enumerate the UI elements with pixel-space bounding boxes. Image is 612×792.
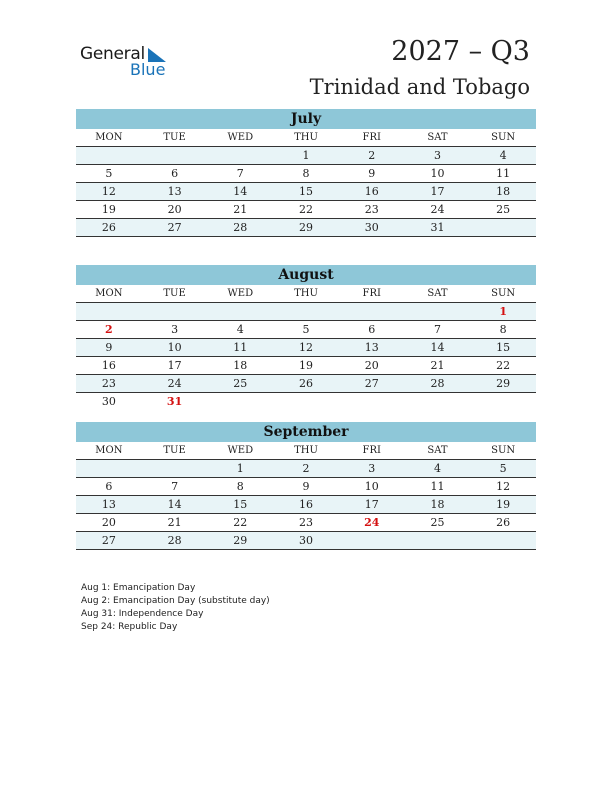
week-row	[76, 375, 536, 393]
day-cell: 28	[233, 221, 248, 234]
day-cell: 28	[430, 377, 445, 390]
day-cell: 2	[302, 462, 310, 475]
day-cell: 6	[105, 480, 113, 493]
logo-text-general: General	[80, 44, 145, 64]
day-cell: 14	[430, 341, 445, 354]
month-header: July	[76, 109, 536, 129]
week-row	[76, 496, 536, 514]
week-row	[76, 147, 536, 165]
country-name: Trinidad and Tobago	[309, 75, 530, 99]
day-cell: 14	[233, 185, 248, 198]
day-cell: 2	[105, 323, 113, 336]
day-cell: 16	[299, 498, 314, 511]
day-cell: 5	[105, 167, 113, 180]
day-cell: 9	[105, 341, 113, 354]
weekday-label: FRI	[362, 288, 381, 299]
weekday-label: SAT	[427, 132, 448, 143]
weekday-label: WED	[227, 445, 254, 456]
day-cell: 31	[430, 221, 445, 234]
day-cell: 28	[167, 534, 182, 547]
weekday-label: TUE	[163, 288, 186, 299]
month-header: August	[76, 265, 536, 285]
day-cell: 13	[101, 498, 116, 511]
day-cell: 18	[496, 185, 511, 198]
weekday-label: THU	[294, 288, 318, 299]
week-row	[76, 183, 536, 201]
day-cell	[273, 393, 339, 410]
day-cell: 10	[364, 480, 379, 493]
day-cell: 10	[167, 341, 182, 354]
week-row	[76, 339, 536, 357]
day-cell	[207, 147, 273, 164]
day-cell: 29	[233, 534, 248, 547]
day-cell: 3	[368, 462, 376, 475]
day-cell: 16	[101, 359, 116, 372]
day-cell: 16	[364, 185, 379, 198]
day-cell: 17	[167, 359, 182, 372]
weekday-label: THU	[294, 445, 318, 456]
holiday-note: Sep 24: Republic Day	[81, 622, 178, 632]
day-cell: 20	[101, 516, 116, 529]
day-cell: 6	[368, 323, 376, 336]
day-cell: 12	[101, 185, 116, 198]
day-cell	[339, 532, 405, 549]
day-cell: 17	[430, 185, 445, 198]
day-cell: 2	[368, 149, 376, 162]
day-cell	[339, 393, 405, 410]
day-cell: 15	[496, 341, 511, 354]
day-cell: 8	[499, 323, 507, 336]
day-cell: 25	[496, 203, 511, 216]
weekday-label: SAT	[427, 288, 448, 299]
month-august	[76, 265, 536, 410]
day-cell: 1	[302, 149, 310, 162]
week-row	[76, 357, 536, 375]
day-cell: 20	[364, 359, 379, 372]
day-cell	[405, 393, 471, 410]
day-cell: 7	[236, 167, 244, 180]
month-september	[76, 422, 536, 550]
weekday-label: SUN	[491, 445, 516, 456]
day-cell: 25	[430, 516, 445, 529]
weekday-label: FRI	[362, 132, 381, 143]
day-cell: 4	[499, 149, 507, 162]
day-cell: 25	[233, 377, 248, 390]
month-header: September	[76, 422, 536, 442]
day-cell	[470, 393, 536, 410]
weekday-label: FRI	[362, 445, 381, 456]
day-cell	[76, 303, 142, 320]
day-cell: 29	[299, 221, 314, 234]
day-cell: 11	[496, 167, 511, 180]
weekday-header-row	[76, 286, 536, 303]
day-cell: 1	[499, 305, 507, 318]
day-cell: 30	[299, 534, 314, 547]
holiday-note: Aug 1: Emancipation Day	[81, 583, 196, 593]
day-cell: 29	[496, 377, 511, 390]
week-row	[76, 219, 536, 237]
day-cell: 19	[299, 359, 314, 372]
week-row	[76, 303, 536, 321]
day-cell: 10	[430, 167, 445, 180]
day-cell: 21	[233, 203, 248, 216]
day-cell	[142, 460, 208, 477]
day-cell: 1	[236, 462, 244, 475]
day-cell: 30	[101, 395, 116, 408]
day-cell: 15	[233, 498, 248, 511]
weekday-label: MON	[95, 288, 123, 299]
day-cell	[470, 219, 536, 236]
day-cell: 19	[101, 203, 116, 216]
day-cell: 13	[167, 185, 182, 198]
day-cell	[142, 147, 208, 164]
weekday-label: MON	[95, 445, 123, 456]
week-row	[76, 478, 536, 496]
weekday-label: THU	[294, 132, 318, 143]
day-cell	[207, 393, 273, 410]
day-cell	[405, 532, 471, 549]
day-cell: 15	[299, 185, 314, 198]
week-row	[76, 165, 536, 183]
day-cell: 26	[299, 377, 314, 390]
page-title: 2027 – Q3	[391, 36, 530, 67]
day-cell	[339, 303, 405, 320]
weekday-header-row	[76, 130, 536, 147]
weekday-label: SUN	[491, 288, 516, 299]
holiday-note: Aug 2: Emancipation Day (substitute day)	[81, 596, 270, 606]
day-cell: 19	[496, 498, 511, 511]
week-row	[76, 460, 536, 478]
month-july	[76, 109, 536, 237]
day-cell: 24	[167, 377, 182, 390]
day-cell: 3	[433, 149, 441, 162]
day-cell: 4	[433, 462, 441, 475]
day-cell: 7	[171, 480, 179, 493]
day-cell: 23	[364, 203, 379, 216]
day-cell	[76, 147, 142, 164]
weekday-label: TUE	[163, 132, 186, 143]
day-cell: 3	[171, 323, 179, 336]
logo	[80, 44, 180, 80]
day-cell: 14	[167, 498, 182, 511]
week-row	[76, 321, 536, 339]
day-cell: 8	[236, 480, 244, 493]
day-cell: 7	[433, 323, 441, 336]
day-cell: 8	[302, 167, 310, 180]
day-cell: 24	[430, 203, 445, 216]
weekday-label: SAT	[427, 445, 448, 456]
weekday-label: MON	[95, 132, 123, 143]
day-cell: 17	[364, 498, 379, 511]
week-row	[76, 532, 536, 550]
day-cell: 13	[364, 341, 379, 354]
weekday-label: WED	[227, 288, 254, 299]
day-cell	[405, 303, 471, 320]
day-cell	[273, 303, 339, 320]
holiday-notes	[81, 582, 270, 634]
day-cell: 18	[430, 498, 445, 511]
day-cell: 27	[364, 377, 379, 390]
weekday-label: TUE	[163, 445, 186, 456]
day-cell: 22	[496, 359, 511, 372]
day-cell: 23	[299, 516, 314, 529]
weekday-label: WED	[227, 132, 254, 143]
day-cell	[207, 303, 273, 320]
week-row	[76, 393, 536, 410]
day-cell: 22	[299, 203, 314, 216]
week-row	[76, 514, 536, 532]
day-cell	[76, 460, 142, 477]
day-cell: 30	[364, 221, 379, 234]
day-cell: 5	[499, 462, 507, 475]
day-cell: 6	[171, 167, 179, 180]
day-cell: 26	[496, 516, 511, 529]
day-cell: 5	[302, 323, 310, 336]
day-cell: 4	[236, 323, 244, 336]
day-cell: 27	[167, 221, 182, 234]
week-row	[76, 201, 536, 219]
day-cell: 20	[167, 203, 182, 216]
weekday-label: SUN	[491, 132, 516, 143]
day-cell	[142, 303, 208, 320]
day-cell: 24	[364, 516, 380, 529]
day-cell: 18	[233, 359, 248, 372]
day-cell: 9	[368, 167, 376, 180]
day-cell: 23	[101, 377, 116, 390]
day-cell: 26	[101, 221, 116, 234]
holiday-note: Aug 31: Independence Day	[81, 609, 204, 619]
day-cell	[470, 532, 536, 549]
day-cell: 21	[430, 359, 445, 372]
day-cell: 22	[233, 516, 248, 529]
logo-text-blue: Blue	[130, 60, 166, 79]
day-cell: 12	[299, 341, 314, 354]
day-cell: 31	[166, 395, 183, 408]
weekday-header-row	[76, 443, 536, 460]
day-cell: 11	[430, 480, 445, 493]
day-cell: 21	[167, 516, 182, 529]
day-cell: 11	[233, 341, 248, 354]
day-cell: 9	[302, 480, 310, 493]
day-cell: 12	[496, 480, 511, 493]
day-cell: 27	[101, 534, 116, 547]
